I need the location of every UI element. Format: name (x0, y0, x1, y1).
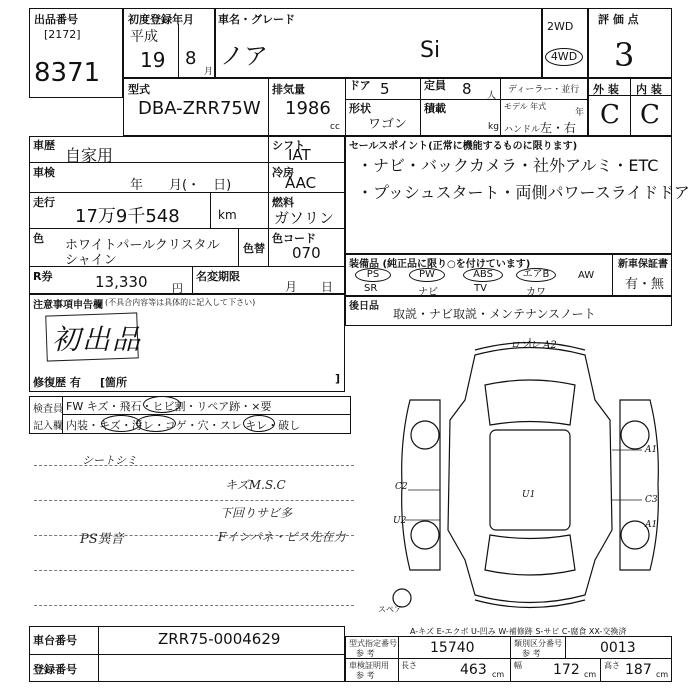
height-label: 高さ (604, 661, 620, 670)
inspection-label: 車検 (33, 166, 55, 179)
equip-abs: ABS (463, 268, 503, 282)
car-left-front-wheel (411, 421, 439, 449)
hist-h3 (29, 228, 345, 229)
hist-v2 (210, 192, 211, 228)
reg-month: 8 (185, 48, 197, 69)
capacity-label: 定員 (424, 79, 446, 92)
displacement-unit: cc (330, 122, 340, 132)
model-designation-label: 型式指定番号 (349, 639, 397, 648)
reg-divider (178, 24, 179, 78)
equip-tv: TV (474, 283, 487, 294)
lot-bracket: [2172] (44, 28, 81, 41)
hist-v3 (238, 228, 239, 266)
note-1: シートシミ (82, 454, 137, 467)
chassis-label: 車台番号 (33, 634, 77, 647)
first-reg-label: 初度登録年月 (128, 13, 194, 26)
height-unit: cm (656, 670, 669, 679)
note-line-5 (34, 605, 354, 606)
repaint-label: 色替 (243, 242, 265, 255)
width-unit: cm (584, 670, 597, 679)
warranty-label: 新車保証書 (618, 259, 668, 270)
equip-leather: カワ (526, 287, 546, 298)
inspector-circle-3 (136, 415, 176, 432)
inspector-label1: 検査員 (33, 404, 63, 415)
footer-left-div (98, 626, 99, 682)
mileage-unit: km (218, 208, 237, 222)
history-label: 車歴 (33, 139, 55, 152)
year-unit: 年 (575, 108, 585, 118)
handle-value: 左・右 (540, 121, 577, 135)
equip-ps: PS (355, 268, 391, 282)
exterior-label: 外 装 (593, 83, 619, 96)
color-code-value: 070 (292, 244, 321, 262)
doors-value: 5 (380, 80, 390, 98)
equip-navi: ナビ (418, 287, 438, 298)
width-label: 幅 (514, 661, 522, 670)
repair-label: 修復歴 有 (33, 376, 81, 389)
score-value: 3 (614, 36, 635, 74)
aftermarket-title: 後日品 (349, 301, 379, 312)
shape-value: ワゴン (368, 117, 408, 132)
footer-right-mid (345, 658, 672, 659)
doors-label: ドア (349, 79, 371, 92)
car-windshield (485, 380, 575, 425)
car-name: ノア (220, 42, 268, 70)
mark-u2: U2 (393, 516, 407, 526)
warranty-value: 有・無 (625, 277, 665, 292)
color-code-label: 色コード (272, 232, 316, 245)
color-label: 色 (33, 232, 44, 245)
footer-right-div4 (600, 658, 601, 682)
damage-legend: A-キズ E-エクボ U-凹み W-補修跡 S-サビ C-腐食 XX-交換済 (410, 627, 627, 636)
spec-div3 (420, 78, 421, 136)
height-value: 187 (625, 662, 652, 678)
load-unit: kg (488, 122, 499, 132)
shift-value: IAT (288, 146, 311, 164)
recycle-label: R券 (33, 270, 53, 283)
fuel-value: ガソリン (274, 209, 335, 227)
footer-left-mid (29, 654, 345, 655)
sales-line1: ・ナビ・バックカメラ・社外アルミ・ETC (357, 156, 659, 175)
mark-a1: A1 (645, 445, 658, 455)
hist-v1 (268, 136, 269, 266)
note-line-4 (34, 570, 354, 571)
equip-airbag: エアB (516, 268, 556, 282)
spec-div1 (268, 78, 269, 136)
handle-label: ハンドル (504, 125, 541, 135)
inspector-circle-2 (101, 415, 141, 432)
history-value: 自家用 (65, 146, 114, 165)
color-value-2: シャイン (65, 253, 117, 268)
footer-right-div3 (565, 636, 566, 658)
category-label: 類別区分番号 (514, 639, 562, 648)
stamp-text: 初出品 (52, 323, 143, 356)
footer-right-div2 (510, 636, 511, 682)
model-label: 車名・グレード (218, 13, 295, 26)
car-rear-bumper (475, 600, 585, 608)
exterior-grade: C (600, 100, 620, 130)
drive-2wd: 2WD (547, 20, 574, 33)
spec-mid (345, 99, 588, 100)
reg-year: 19 (140, 48, 166, 72)
chassis-value: ZRR75-0004629 (158, 630, 281, 648)
capacity-unit: 人 (487, 91, 497, 101)
ref-label-2: 参 考 (522, 649, 541, 658)
era: 平成 (130, 29, 158, 45)
ref-label-3: 参 考 (356, 671, 375, 680)
recycle-unit: 円 (172, 282, 183, 295)
type-label: 型式 (128, 83, 150, 96)
repair-bracket: [箇所 (100, 376, 128, 389)
car-diagram (380, 330, 680, 620)
equip-div (612, 254, 613, 296)
notes-title: 注意事項申告欄 (33, 300, 103, 311)
dealer-label: ディーラー・並行 (508, 85, 580, 95)
fuel-label: 燃料 (272, 196, 294, 209)
shape-label: 形状 (349, 102, 371, 115)
lot-label: 出品番号 (34, 13, 78, 26)
note-line-2 (34, 500, 354, 501)
drive-4wd: 4WD (545, 48, 583, 66)
spec-div2 (345, 78, 346, 136)
score-label: 評 価 点 (598, 13, 639, 26)
interior-label: 内 装 (636, 83, 662, 96)
lot-number: 8371 (34, 58, 101, 88)
displacement-value: 1986 (285, 98, 331, 119)
aftermarket-value: 取説・ナビ取説・メンテナンスノート (393, 307, 596, 321)
car-rear-glass (485, 535, 575, 575)
inspector-circle-1 (143, 396, 181, 413)
grade-divider (630, 78, 631, 136)
insp-mid (62, 414, 351, 415)
ref-label-1: 参 考 (356, 649, 375, 658)
mark-top: ロソレ A2 (510, 340, 557, 351)
sales-title: セールスポイント(正常に機能するものに限ります) (349, 141, 578, 152)
note-4: Fインパネ・ビス先在力 (218, 530, 346, 544)
tax-label: 名変期限 (196, 270, 240, 283)
inspector-circle-4 (243, 415, 275, 432)
car-body-outline (448, 348, 612, 603)
ac-value: AAC (285, 174, 317, 192)
length-unit: cm (492, 670, 505, 679)
mark-c3: C3 (645, 495, 658, 505)
notes-subtitle: (不具合内容等は具体的に記入して下さい) (105, 298, 256, 307)
equipment-title: 装備品 (純正品に限り○を付けています) (349, 259, 531, 270)
color-value-1: ホワイトパールクリスタル (65, 238, 220, 253)
car-right-side (620, 400, 658, 570)
ac-label: 冷房 (272, 166, 294, 179)
length-label: 長さ (401, 661, 417, 670)
inspector-row2: 内装・キズ・汚レ・コゲ・穴・スレ キレ・破し (66, 419, 301, 432)
capacity-value: 8 (462, 80, 472, 98)
reg-number-label: 登録番号 (33, 663, 77, 676)
mark-a1b: A1 (645, 520, 658, 530)
grade: Si (420, 38, 441, 63)
inspection-value: 年 月(・ 日) (130, 178, 232, 193)
month-unit: 月 (204, 67, 214, 77)
displacement-label: 排気量 (272, 83, 305, 96)
load-label: 積載 (424, 102, 446, 115)
inspector-label2: 記入欄 (33, 421, 63, 432)
width-value: 172 (553, 662, 580, 678)
mark-c2: C2 (395, 482, 408, 492)
type-value: DBA-ZRR75W (138, 98, 261, 119)
sales-line2: ・プッシュスタート・両側パワースライドドア (357, 183, 690, 202)
shift-label: シフト (272, 139, 305, 152)
spare-label: スペア (378, 605, 402, 614)
note-2: キズM.S.C (225, 478, 286, 492)
model-year-label: モデル 年式 (504, 102, 547, 111)
drive-box (542, 8, 588, 78)
repair-close: ] (335, 372, 341, 385)
interior-grade: C (640, 100, 660, 130)
model-designation-value: 15740 (430, 640, 475, 656)
mileage-value: 17万9千548 (75, 206, 180, 227)
spec-div4 (500, 78, 501, 136)
tax-value: 月 日 (285, 280, 334, 294)
note-3: 下回りサビ多 (220, 506, 293, 520)
cert-label: 車検証明用 (349, 661, 389, 670)
inspector-row1: FW キズ・飛石・ヒビ割・リペア跡・×要 (66, 400, 272, 413)
equip-aw: AW (578, 270, 595, 281)
hist-v4 (192, 266, 193, 294)
mileage-label: 走行 (33, 196, 55, 209)
footer-right-div1 (398, 636, 399, 682)
length-value: 463 (460, 662, 487, 678)
car-left-rear-wheel (411, 521, 439, 549)
recycle-value: 13,330 (95, 273, 148, 291)
equip-pw: PW (409, 268, 445, 282)
mark-u1: U1 (522, 490, 536, 500)
car-roof (490, 430, 570, 530)
equip-sr: SR (364, 283, 378, 294)
note-5: PS異音 (80, 532, 124, 547)
category-value: 0013 (600, 640, 636, 656)
